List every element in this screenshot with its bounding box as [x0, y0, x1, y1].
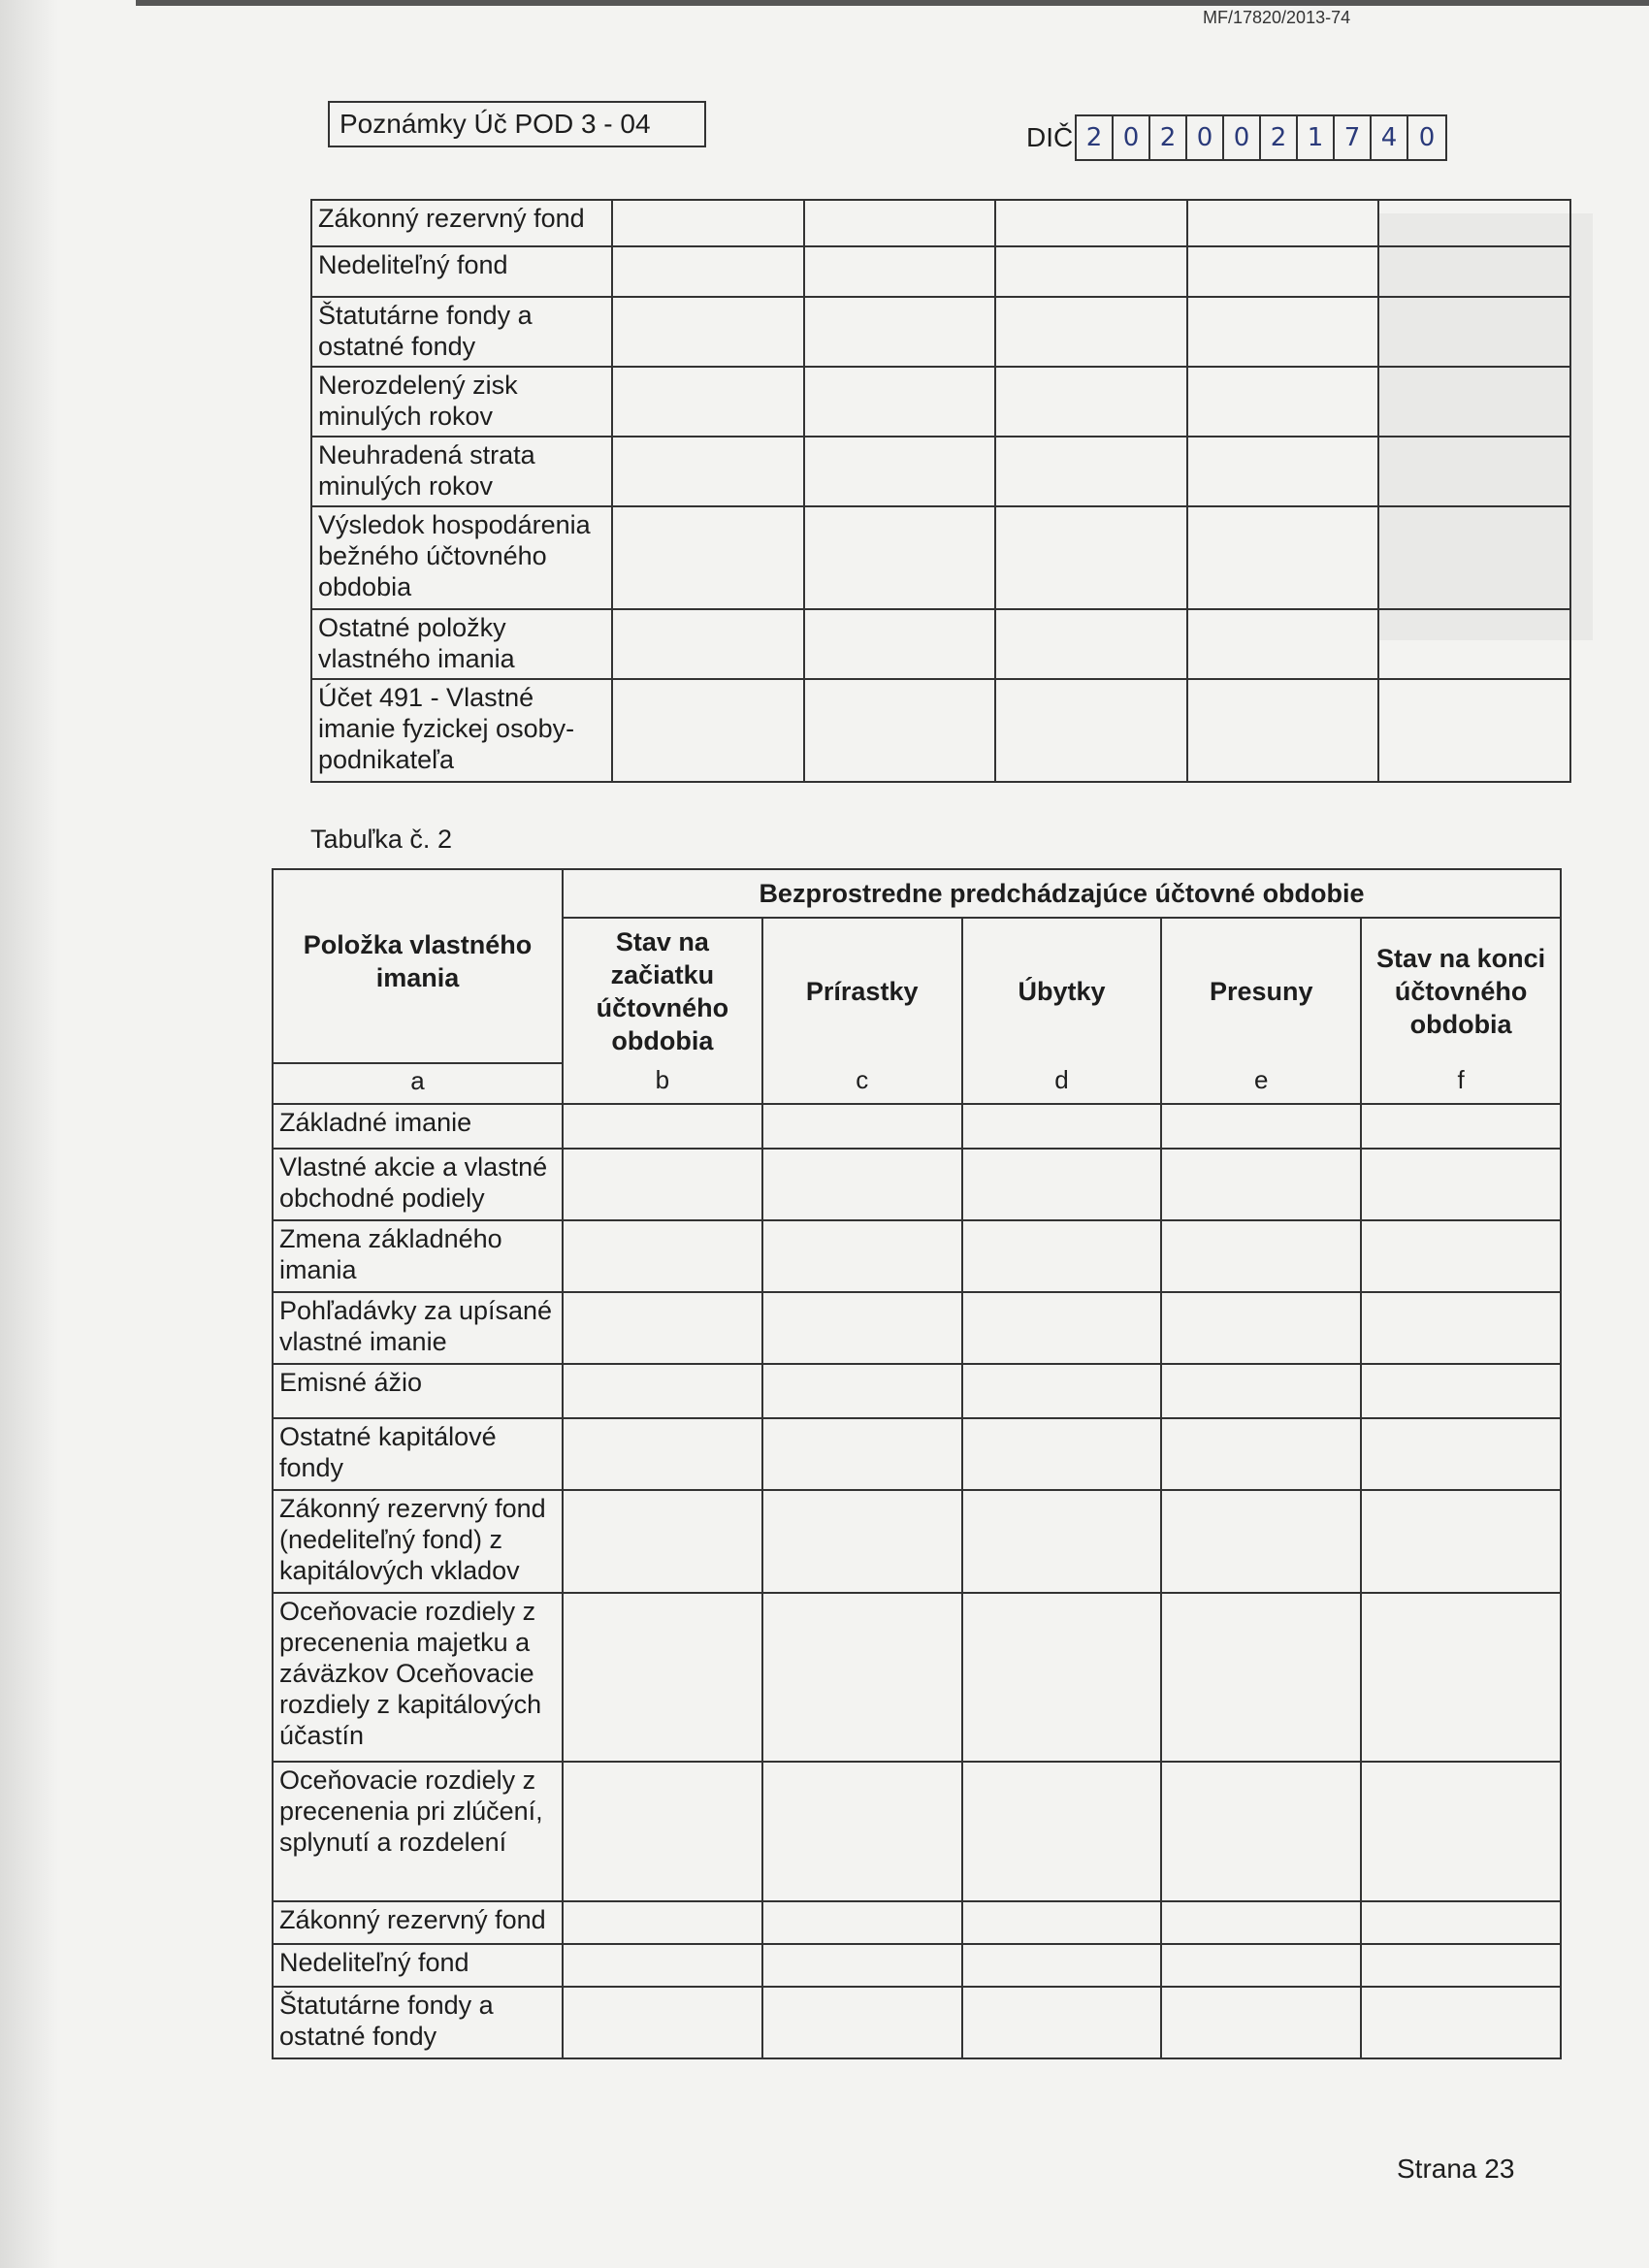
value-cell[interactable]: [962, 1762, 1162, 1901]
value-cell[interactable]: [1378, 246, 1570, 297]
value-cell[interactable]: [1161, 1220, 1361, 1292]
table-row: [273, 1220, 1561, 1292]
value-cell[interactable]: [563, 1593, 762, 1762]
value-cell[interactable]: [612, 679, 804, 782]
table-row: [311, 367, 1570, 437]
value-cell[interactable]: [762, 1490, 962, 1593]
value-cell[interactable]: [1161, 1149, 1361, 1220]
value-cell[interactable]: [1378, 679, 1570, 782]
column-letter: e: [1161, 1063, 1361, 1104]
value-cell[interactable]: [612, 609, 804, 679]
value-cell[interactable]: [1161, 1944, 1361, 1987]
value-cell[interactable]: [804, 246, 996, 297]
value-cell[interactable]: [612, 437, 804, 506]
value-cell[interactable]: [804, 367, 996, 437]
row-label: Zákonný rezervný fond: [311, 200, 612, 246]
row-label: Nedeliteľný fond: [311, 246, 612, 297]
dic-digit[interactable]: 7: [1335, 116, 1372, 159]
value-cell[interactable]: [804, 609, 996, 679]
dic-digit[interactable]: 2: [1077, 116, 1114, 159]
column-letter: c: [762, 1063, 962, 1104]
value-cell[interactable]: [1378, 367, 1570, 437]
value-cell[interactable]: [1361, 1220, 1561, 1292]
value-cell[interactable]: [1187, 506, 1379, 609]
row-label: Vlastné akcie a vlastné obchodné podiely: [273, 1149, 563, 1220]
value-cell[interactable]: [1161, 1292, 1361, 1364]
dic-digit[interactable]: 0: [1224, 116, 1261, 159]
value-cell[interactable]: [612, 297, 804, 367]
table-row: [273, 1149, 1561, 1220]
equity-table-continuation: [310, 199, 1571, 783]
value-cell[interactable]: [1361, 1364, 1561, 1418]
value-cell[interactable]: [1378, 609, 1570, 679]
table-row: [273, 1901, 1561, 1944]
value-cell[interactable]: [1161, 1593, 1361, 1762]
column-header-transfers: Presuny: [1161, 918, 1361, 1063]
column-letter: a: [273, 1063, 563, 1104]
row-label: Nerozdelený zisk minulých rokov: [311, 367, 612, 437]
value-cell[interactable]: [804, 437, 996, 506]
column-letter: b: [563, 1063, 762, 1104]
value-cell[interactable]: [563, 1292, 762, 1364]
value-cell[interactable]: [1361, 1944, 1561, 1987]
value-cell[interactable]: [995, 367, 1187, 437]
row-label: Zmena základného imania: [273, 1220, 563, 1292]
row-label: Účet 491 - Vlastné imanie fyzickej osoby-podnikateľa: [311, 679, 612, 782]
value-cell[interactable]: [962, 1418, 1162, 1490]
value-cell[interactable]: [563, 1104, 762, 1149]
table-row: [311, 246, 1570, 297]
table-row: [273, 1762, 1561, 1901]
value-cell[interactable]: [563, 1987, 762, 2058]
column-letter: f: [1361, 1063, 1561, 1104]
value-cell[interactable]: [962, 1220, 1162, 1292]
value-cell[interactable]: [962, 1944, 1162, 1987]
value-cell[interactable]: [1361, 1418, 1561, 1490]
value-cell[interactable]: [962, 1104, 1162, 1149]
row-label: Štatutárne fondy a ostatné fondy: [311, 297, 612, 367]
value-cell[interactable]: [1187, 609, 1379, 679]
row-label: Nedeliteľný fond: [273, 1944, 563, 1987]
row-label: Emisné ážio: [273, 1364, 563, 1418]
table-caption: Tabuľka č. 2: [310, 825, 452, 854]
value-cell[interactable]: [962, 1149, 1162, 1220]
value-cell[interactable]: [1361, 1987, 1561, 2058]
period-header: Bezprostredne predchádzajúce účtovné obdobie: [563, 869, 1561, 918]
value-cell[interactable]: [1161, 1418, 1361, 1490]
value-cell[interactable]: [762, 1762, 962, 1901]
value-cell[interactable]: [1361, 1762, 1561, 1901]
value-cell[interactable]: [762, 1220, 962, 1292]
dic-digit[interactable]: 0: [1187, 116, 1224, 159]
value-cell[interactable]: [995, 609, 1187, 679]
table-row: [311, 506, 1570, 609]
value-cell[interactable]: [1378, 297, 1570, 367]
value-cell[interactable]: [962, 1987, 1162, 2058]
dic-digit[interactable]: 0: [1418, 123, 1436, 152]
table-row: [311, 297, 1570, 367]
value-cell[interactable]: [804, 200, 996, 246]
value-cell[interactable]: [762, 1149, 962, 1220]
column-letter-row: [273, 1063, 1561, 1104]
value-cell[interactable]: [563, 1220, 762, 1292]
value-cell[interactable]: [1161, 1762, 1361, 1901]
value-cell[interactable]: [1161, 1490, 1361, 1593]
value-cell[interactable]: [762, 1944, 962, 1987]
dic-digit[interactable]: 2: [1150, 116, 1187, 159]
value-cell[interactable]: [1361, 1104, 1561, 1149]
value-cell[interactable]: [1187, 246, 1379, 297]
value-cell[interactable]: [962, 1901, 1162, 1944]
value-cell[interactable]: [1187, 367, 1379, 437]
row-label: Výsledok hospodárenia bežného účtovného obdobia: [311, 506, 612, 609]
row-label: Oceňovacie rozdiely z precenenia majetku a záväzkov Oceňovacie rozdiely z kapitálových účastín: [273, 1593, 563, 1762]
value-cell[interactable]: [762, 1104, 962, 1149]
item-header-text: Položka vlastného imania: [303, 930, 533, 992]
row-label: Základné imanie: [273, 1104, 563, 1149]
value-cell[interactable]: [1361, 1490, 1561, 1593]
value-cell[interactable]: [962, 1593, 1162, 1762]
table-row: [273, 1987, 1561, 2058]
page-number: Strana 23: [1397, 2154, 1515, 2184]
value-cell[interactable]: [804, 506, 996, 609]
value-cell[interactable]: [1161, 1104, 1361, 1149]
value-cell[interactable]: [762, 1292, 962, 1364]
value-cell[interactable]: [1378, 200, 1570, 246]
table-row: [273, 1490, 1561, 1593]
header-row: [273, 869, 1561, 918]
value-cell[interactable]: [762, 1593, 962, 1762]
value-cell[interactable]: [762, 1364, 962, 1418]
value-cell[interactable]: [563, 1762, 762, 1901]
value-cell[interactable]: [1361, 1593, 1561, 1762]
value-cell[interactable]: [995, 246, 1187, 297]
value-cell[interactable]: [1361, 1292, 1561, 1364]
value-cell[interactable]: [1161, 1364, 1361, 1418]
value-cell[interactable]: [995, 679, 1187, 782]
top-border-line: [136, 0, 1649, 6]
value-cell[interactable]: [962, 1364, 1162, 1418]
table-row: [311, 200, 1570, 246]
value-cell[interactable]: [563, 1901, 762, 1944]
table-row: [311, 609, 1570, 679]
dic-digit[interactable]: 2: [1261, 116, 1298, 159]
value-cell[interactable]: [995, 200, 1187, 246]
table-row: [273, 1292, 1561, 1364]
value-cell[interactable]: [762, 1987, 962, 2058]
value-cell[interactable]: [962, 1490, 1162, 1593]
value-cell[interactable]: [762, 1418, 962, 1490]
row-label: Ostatné položky vlastného imania: [311, 609, 612, 679]
table-row: [273, 1104, 1561, 1149]
row-label: Ostatné kapitálové fondy: [273, 1418, 563, 1490]
value-cell[interactable]: [762, 1901, 962, 1944]
value-cell[interactable]: [1378, 437, 1570, 506]
table-row: [273, 1593, 1561, 1762]
row-label: Neuhradená strata minulých rokov: [311, 437, 612, 506]
dic-digit[interactable]: 4: [1372, 116, 1408, 159]
table-row: [311, 679, 1570, 782]
dic-label: DIČ: [1026, 122, 1074, 152]
column-header-start: Stav na začiatku účtovného obdobia: [563, 918, 762, 1063]
value-cell[interactable]: [612, 367, 804, 437]
value-cell[interactable]: [1378, 506, 1570, 609]
value-cell[interactable]: [563, 1364, 762, 1418]
row-label: Štatutárne fondy a ostatné fondy: [273, 1987, 563, 2058]
dic-digit-boxes: [1075, 114, 1447, 161]
value-cell[interactable]: [1161, 1901, 1361, 1944]
value-cell[interactable]: [804, 679, 996, 782]
equity-changes-table: [272, 868, 1562, 2059]
row-label: Pohľadávky za upísané vlastné imanie: [273, 1292, 563, 1364]
column-header-end: Stav na konci účtovného obdobia: [1361, 918, 1561, 1063]
value-cell[interactable]: [1187, 679, 1379, 782]
value-cell[interactable]: [962, 1292, 1162, 1364]
column-letter: d: [962, 1063, 1162, 1104]
value-cell[interactable]: [1361, 1901, 1561, 1944]
row-label: Oceňovacie rozdiely z precenenia pri zlúčení, splynutí a rozdelení: [273, 1762, 563, 1901]
value-cell[interactable]: [563, 1418, 762, 1490]
item-column-header: [273, 869, 563, 1063]
value-cell[interactable]: [1361, 1149, 1561, 1220]
value-cell[interactable]: [612, 246, 804, 297]
table-row: [273, 1418, 1561, 1490]
value-cell[interactable]: [563, 1490, 762, 1593]
column-header-additions: Prírastky: [762, 918, 962, 1063]
value-cell[interactable]: [563, 1149, 762, 1220]
value-cell[interactable]: [1187, 297, 1379, 367]
value-cell[interactable]: [1161, 1987, 1361, 2058]
value-cell[interactable]: [1187, 200, 1379, 246]
row-label: Zákonný rezervný fond (nedeliteľný fond) z kapitálových vkladov: [273, 1490, 563, 1593]
row-label: Zákonný rezervný fond: [273, 1901, 563, 1944]
table-row: [273, 1944, 1561, 1987]
value-cell[interactable]: [612, 200, 804, 246]
value-cell[interactable]: [1187, 437, 1379, 506]
value-cell[interactable]: [995, 437, 1187, 506]
dic-digit[interactable]: 1: [1298, 116, 1335, 159]
value-cell[interactable]: [804, 297, 996, 367]
value-cell[interactable]: [995, 297, 1187, 367]
page-edge-shadow: [0, 0, 58, 2268]
table-row: [311, 437, 1570, 506]
form-identifier: Poznámky Úč POD 3 - 04: [328, 101, 706, 147]
column-header-reductions: Úbytky: [962, 918, 1162, 1063]
value-cell[interactable]: [612, 506, 804, 609]
value-cell[interactable]: [995, 506, 1187, 609]
document-reference: MF/17820/2013-74: [1203, 8, 1351, 27]
dic-digit[interactable]: 0: [1114, 116, 1150, 159]
table-row: [273, 1364, 1561, 1418]
value-cell[interactable]: [563, 1944, 762, 1987]
